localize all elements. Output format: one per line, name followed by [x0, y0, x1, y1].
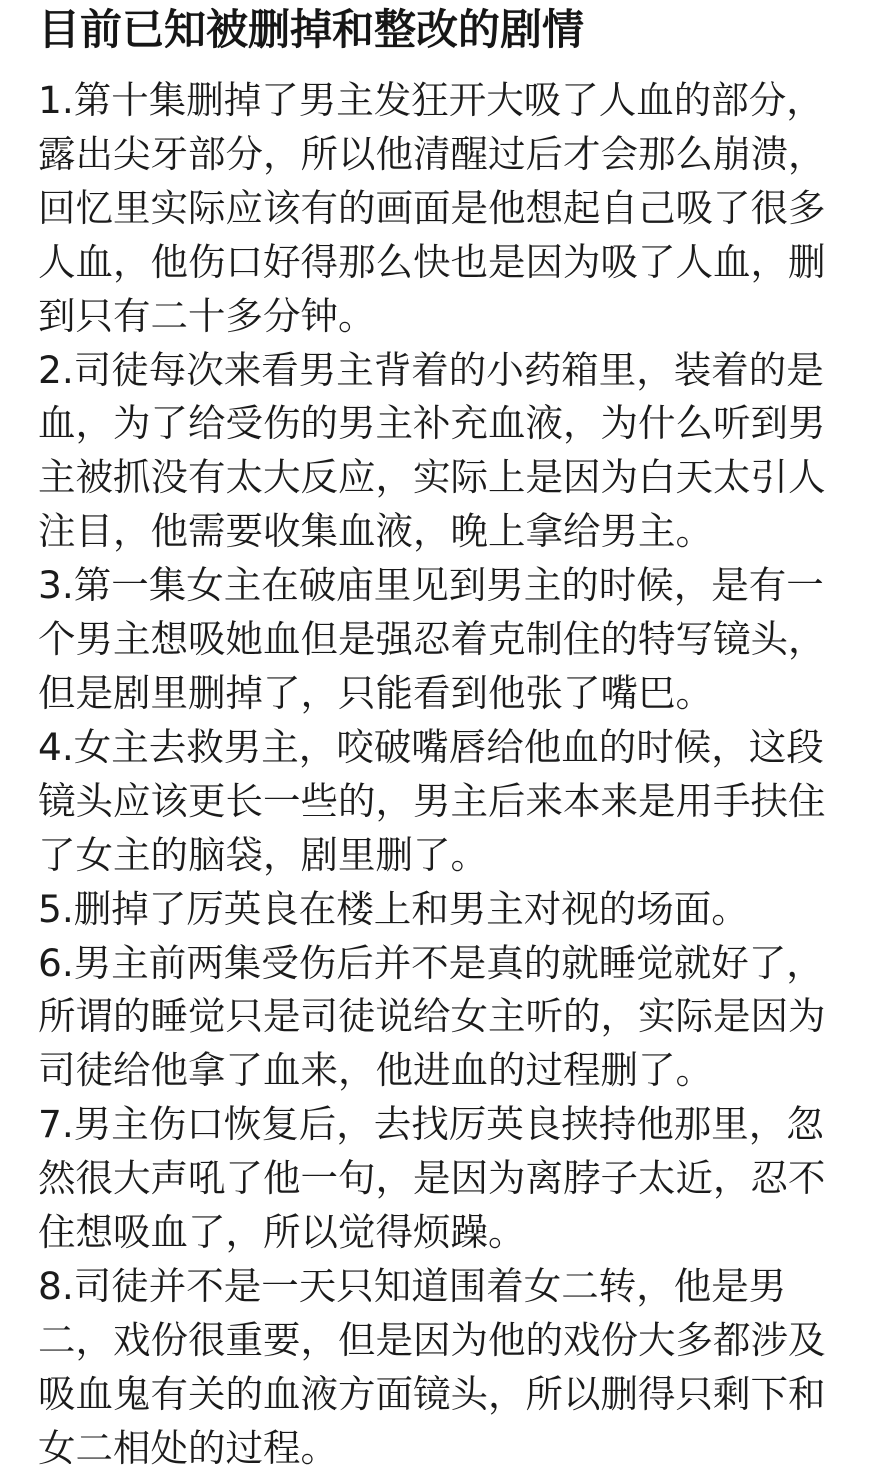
text-line: 住想吸血了，所以觉得烦躁。: [38, 1210, 526, 1255]
list-item-3: [38, 565, 884, 713]
text-line: 8.司徒并不是一天只知道围着女二转，他是男: [38, 1263, 787, 1308]
text-line: 回忆里实际应该有的画面是他想起自己吸了很多: [38, 185, 826, 230]
text-line: 2.司徒每次来看男主背着的小药箱里，装着的是: [38, 347, 824, 392]
text-line: 镜头应该更长一些的，男主后来本来是用手扶住: [38, 778, 826, 823]
post-title: 目前已知被删掉和整改的剧情: [38, 5, 585, 54]
text-line: 个男主想吸她血但是强忍着克制住的特写镜头，: [38, 617, 826, 662]
list-item-7: [38, 1102, 884, 1255]
list-item-1: [38, 80, 884, 336]
text-line: 1.第十集删掉了男主发狂开大吸了人血的部分，: [38, 78, 824, 122]
text-line: 所谓的睡觉只是司徒说给女主听的，实际是因为: [38, 994, 826, 1039]
list-item-8: [38, 1263, 884, 1468]
list-item-2: [38, 347, 884, 554]
list-item-6: [38, 940, 884, 1093]
text-line: 血，为了给受伤的男主补充血液，为什么听到男: [38, 401, 826, 446]
text-line: 但是剧里删掉了，只能看到他张了嘴巴。: [38, 670, 713, 715]
text-line: 7.男主伤口恢复后，去找厉英良挟持他那里，忽: [38, 1102, 824, 1147]
text-line: 了女主的脑袋，剧里删了。: [38, 832, 488, 877]
text-line: 注目，他需要收集血液，晚上拿给男主。: [38, 509, 713, 554]
text-line: 5.删掉了厉英良在楼上和男主对视的场面。: [38, 886, 749, 931]
text-line: 3.第一集女主在破庙里见到男主的时候，是有一: [38, 563, 824, 608]
text-line: 人血，他伤口好得那么快也是因为吸了人血，删: [38, 239, 826, 284]
text-line: 二，戏份很重要，但是因为他的戏份大多都涉及: [38, 1317, 826, 1362]
text-line: 到只有二十多分钟。: [38, 293, 376, 338]
list-item-5: [38, 886, 884, 931]
text-line: 主被抓没有太大反应，实际上是因为白天太引人: [38, 455, 826, 500]
text-line: 6.男主前两集受伤后并不是真的就睡觉就好了，: [38, 940, 824, 985]
text-line: 露出尖牙部分，所以他清醒过后才会那么崩溃，: [38, 131, 826, 176]
list-item-4: [38, 724, 884, 877]
text-line: 女二相处的过程。: [38, 1425, 338, 1468]
text-line: 4.女主去救男主，咬破嘴唇给他血的时候，这段: [38, 724, 824, 769]
text-line: 司徒给他拿了血来，他进血的过程删了。: [38, 1048, 713, 1093]
text-line: 吸血鬼有关的血液方面镜头，所以删得只剩下和: [38, 1371, 826, 1416]
text-line: 然很大声吼了他一句，是因为离脖子太近，忍不: [38, 1156, 826, 1201]
